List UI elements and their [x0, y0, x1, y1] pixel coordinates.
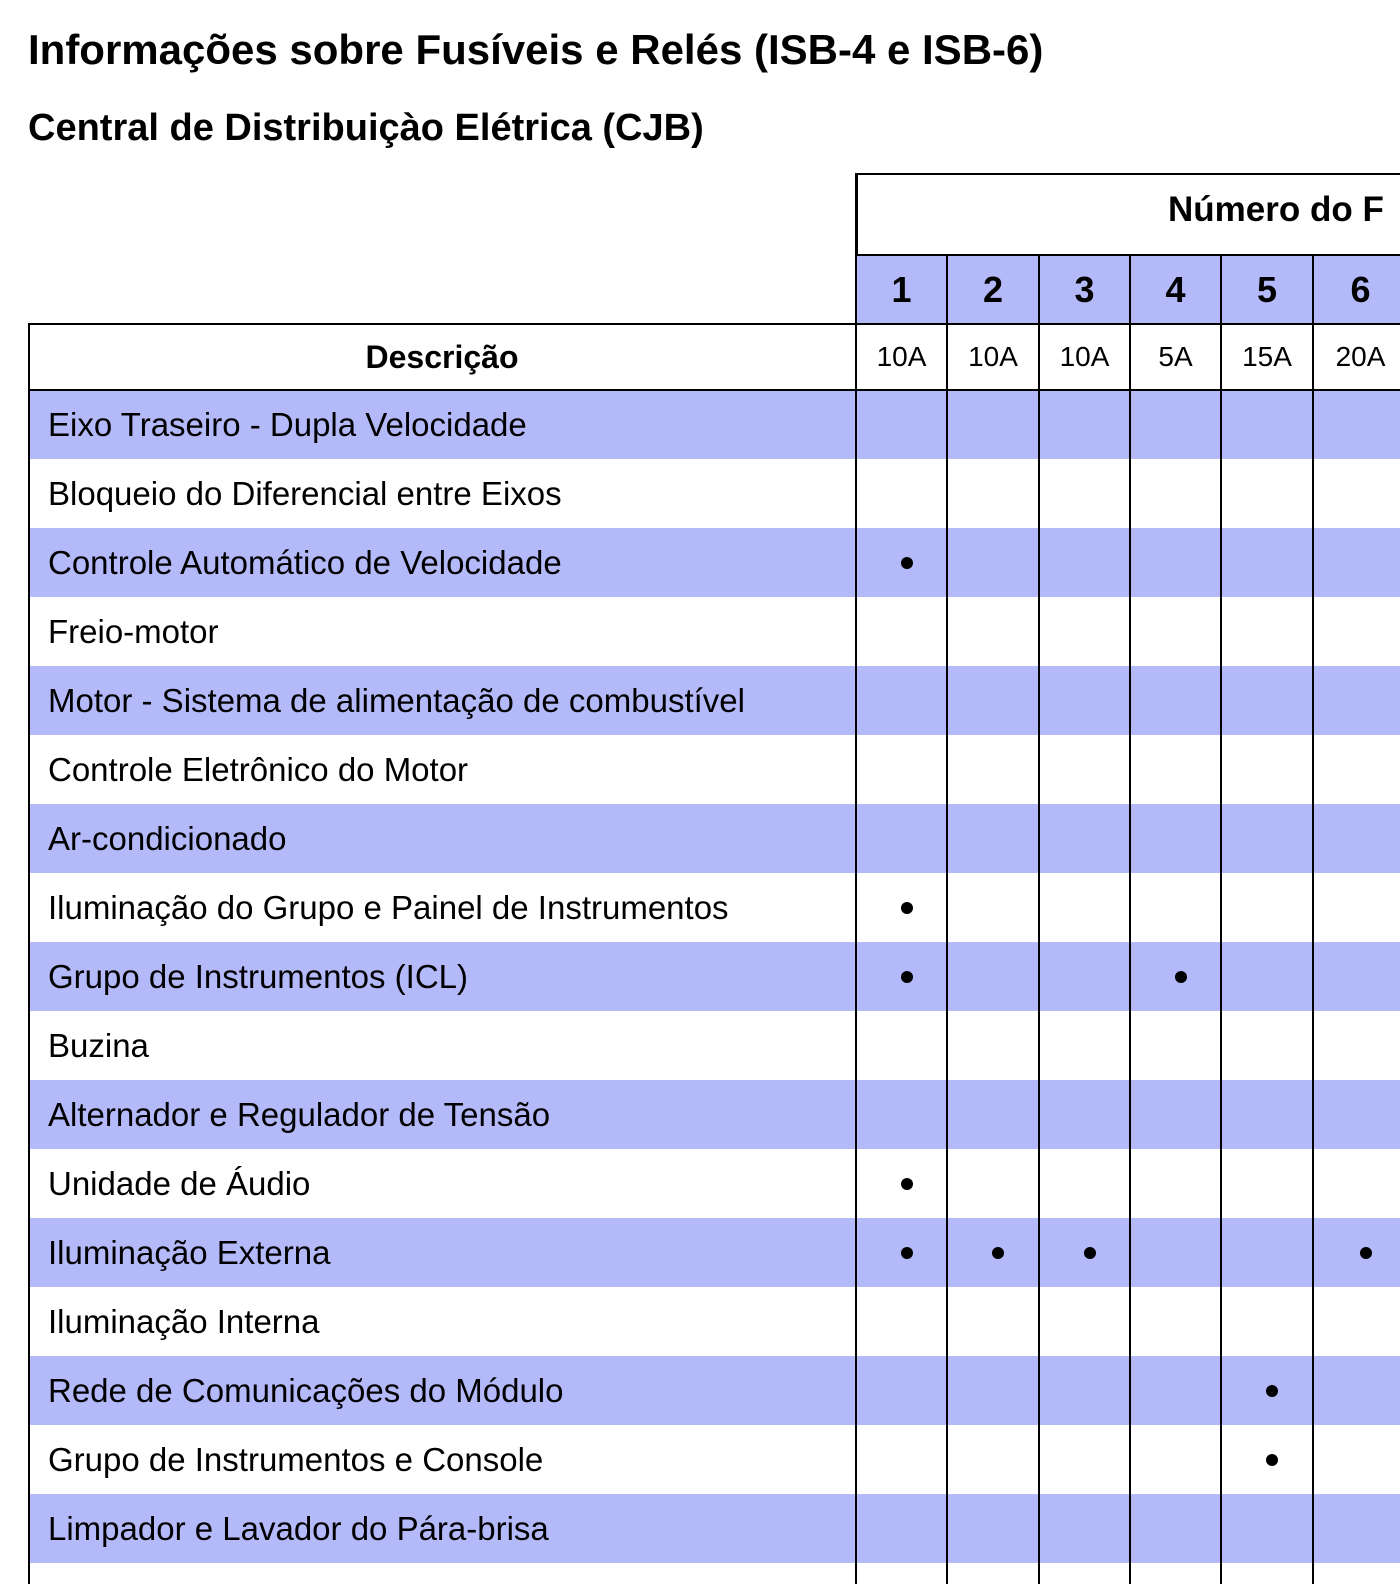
- header-divider: [856, 254, 1400, 256]
- fuse-rating-2: 10A: [968, 341, 1018, 372]
- table-row: [28, 804, 1400, 873]
- fuse-mark-dot: [1266, 1385, 1278, 1397]
- fuse-rating-1: 10A: [876, 341, 927, 372]
- page-title: Informações sobre Fusíveis e Relés (ISB-4 e ISB-6): [28, 26, 1044, 73]
- header-rule-top: [28, 323, 1400, 325]
- table-row: [28, 390, 1400, 459]
- fuse-rating-6: 20A: [1335, 341, 1386, 372]
- fuse-number-row: [856, 255, 1400, 325]
- fuse-mark-dot: [901, 971, 913, 983]
- table-row: [28, 528, 1400, 597]
- fuse-mark-dot: [992, 1247, 1004, 1259]
- row-description: Controle Eletrônico do Motor: [48, 750, 469, 788]
- row-description: Buzina: [48, 1026, 149, 1064]
- row-description: Unidade de Áudio: [48, 1164, 311, 1202]
- row-description: Iluminação Interna: [48, 1302, 320, 1340]
- row-description: Limpador e Lavador do Pára-brisa: [48, 1509, 549, 1547]
- fuse-number-group-label: Número do F: [1168, 190, 1384, 229]
- column-divider: [1038, 255, 1040, 1584]
- table-row: [28, 1011, 1400, 1080]
- row-description: Controle Automático de Velocidade: [48, 543, 562, 581]
- fuse-mark-dot: [901, 1247, 913, 1259]
- table-row: [28, 735, 1400, 804]
- table-row: [28, 873, 1400, 942]
- fuse-mark-dot: [901, 557, 913, 569]
- row-description: Iluminação do Grupo e Painel de Instrumentos: [48, 888, 729, 926]
- fuse-mark-dot: [1084, 1247, 1096, 1259]
- table-row: [28, 942, 1400, 1011]
- fuse-number-4: 4: [1165, 269, 1186, 310]
- fuse-mark-dot: [1175, 971, 1187, 983]
- fuse-mark-dot: [1360, 1247, 1372, 1259]
- row-description: Bloqueio do Diferencial entre Eixos: [48, 474, 562, 512]
- fuse-number-6: 6: [1350, 269, 1371, 310]
- fuse-mark-dot: [1266, 1454, 1278, 1466]
- column-divider: [946, 255, 948, 1584]
- fuse-rating-5: 15A: [1242, 341, 1292, 372]
- table-row: [28, 1425, 1400, 1494]
- column-divider: [1220, 255, 1222, 1584]
- table-row: [28, 1218, 1400, 1287]
- table-row: [28, 597, 1400, 666]
- fuse-number-3: 3: [1074, 269, 1095, 310]
- table-border-left: [28, 324, 30, 1584]
- fuse-mark-dot: [901, 1178, 913, 1190]
- fuse-mark-dot: [901, 902, 913, 914]
- table-row: [28, 1149, 1400, 1218]
- table-row: [28, 459, 1400, 528]
- row-description: Grupo de Instrumentos (ICL): [48, 957, 469, 995]
- row-description: Rede de Comunicações do Módulo: [48, 1371, 564, 1409]
- table-row: [28, 666, 1400, 735]
- table-row: [28, 1080, 1400, 1149]
- fuse-number-1: 1: [891, 269, 912, 310]
- column-divider: [855, 173, 857, 1584]
- table-row: [28, 1287, 1400, 1356]
- row-description: Ar-condicionado: [48, 819, 287, 857]
- row-description: Grupo de Instrumentos e Console: [48, 1440, 544, 1478]
- fuse-number-5: 5: [1256, 269, 1278, 310]
- table-row: [28, 1494, 1400, 1563]
- header-rule-bottom: [28, 389, 1400, 391]
- fuse-number-2: 2: [982, 269, 1004, 310]
- row-description: Eixo Traseiro - Dupla Velocidade: [48, 405, 527, 443]
- row-description: Freio-motor: [48, 612, 219, 650]
- table-row: [28, 1356, 1400, 1425]
- description-header: Descrição: [365, 338, 519, 375]
- row-description: Motor - Sistema de alimentação de combustível: [48, 681, 745, 719]
- fuse-rating-4: 5A: [1158, 341, 1193, 372]
- fuse-rating-3: 10A: [1059, 341, 1110, 372]
- row-description: Iluminação Externa: [48, 1233, 331, 1271]
- row-description: Alternador e Regulador de Tensão: [48, 1095, 551, 1133]
- page-subtitle: Central de Distribuiçào Elétrica (CJB): [28, 107, 704, 149]
- column-divider: [1312, 255, 1314, 1584]
- column-divider: [1129, 255, 1131, 1584]
